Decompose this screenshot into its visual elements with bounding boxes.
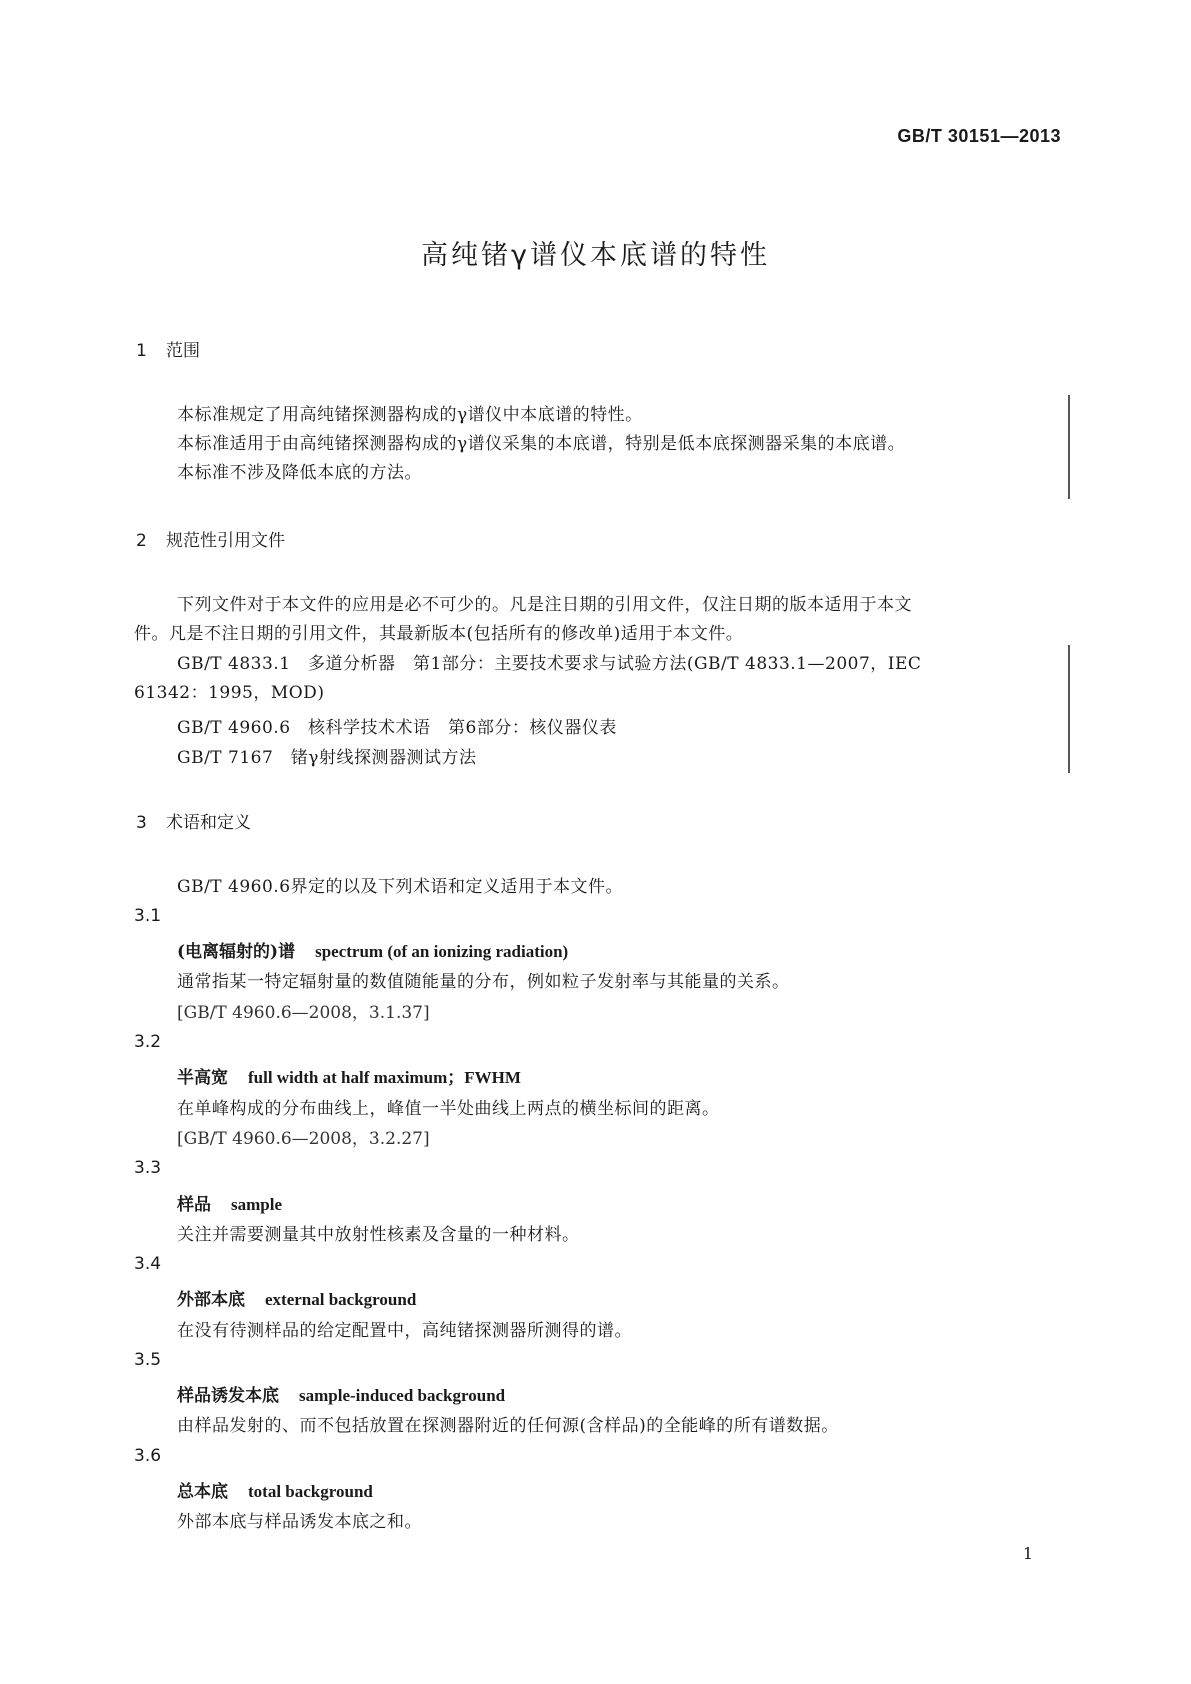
term-definition: 关注并需要测量其中放射性核素及含量的一种材料。 xyxy=(177,1225,580,1245)
term-source: [GB/T 4960.6—2008，3.2.27] xyxy=(177,1129,430,1149)
reference-line: GB/T 4960.6 核科学技术术语 第6部分：核仪器仪表 xyxy=(177,718,617,738)
term-en: sample-induced background xyxy=(299,1386,506,1405)
section-heading-scope xyxy=(136,336,200,361)
paragraph-line-continued: 件。凡是不注日期的引用文件，其最新版本(包括所有的修改单)适用于本文件。 xyxy=(134,624,744,644)
term-definition: 由样品发射的、而不包括放置在探测器附近的任何源(含样品)的全能峰的所有谱数据。 xyxy=(177,1416,839,1436)
term-name xyxy=(177,1381,505,1406)
paragraph-line: 本标准不涉及降低本底的方法。 xyxy=(177,463,422,483)
term-name xyxy=(177,1063,521,1088)
page-number: 1 xyxy=(1022,1544,1033,1563)
term-en: spectrum (of an ionizing radiation) xyxy=(315,942,569,961)
term-definition: 在单峰构成的分布曲线上，峰值一半处曲线上两点的横坐标间的距离。 xyxy=(177,1099,720,1119)
term-zh: 样品 xyxy=(177,1195,211,1215)
reference-line: GB/T 7167 锗γ射线探测器测试方法 xyxy=(177,748,477,768)
section-title: 术语和定义 xyxy=(166,813,251,833)
term-number: 3.2 xyxy=(134,1032,162,1052)
term-number: 3.3 xyxy=(134,1158,162,1178)
section-title: 规范性引用文件 xyxy=(166,531,285,551)
document-title: 高纯锗γ谱仪本底谱的特性 xyxy=(421,240,770,271)
term-en: full width at half maximum；FWHM xyxy=(248,1068,521,1087)
paragraph-line: 本标准规定了用高纯锗探测器构成的γ谱仪中本底谱的特性。 xyxy=(177,405,643,425)
term-zh: (电离辐射的)谱 xyxy=(177,942,296,962)
standard-code: GB/T 30151—2013 xyxy=(897,126,1061,146)
section-intro: GB/T 4960.6界定的以及下列术语和定义适用于本文件。 xyxy=(177,877,624,897)
section-number: 2 xyxy=(136,531,147,551)
reference-line: GB/T 4833.1 多道分析器 第1部分：主要技术要求与试验方法(GB/T 4833.1—2007，IEC xyxy=(177,654,922,674)
section-number: 1 xyxy=(136,341,147,361)
change-bar xyxy=(1068,645,1070,773)
term-name xyxy=(177,937,568,962)
term-definition: 通常指某一特定辐射量的数值随能量的分布，例如粒子发射率与其能量的关系。 xyxy=(177,972,790,992)
term-zh: 外部本底 xyxy=(177,1290,245,1310)
section-heading-normative-references xyxy=(136,526,285,551)
change-bar xyxy=(1068,395,1070,499)
term-definition: 在没有待测样品的给定配置中，高纯锗探测器所测得的谱。 xyxy=(177,1321,632,1341)
paragraph-line: 本标准适用于由高纯锗探测器构成的γ谱仪采集的本底谱，特别是低本底探测器采集的本底谱。 xyxy=(177,434,906,454)
reference-line-continued: 61342：1995，MOD) xyxy=(134,683,325,703)
term-en: external background xyxy=(265,1290,417,1309)
term-name xyxy=(177,1285,416,1310)
term-zh: 半高宽 xyxy=(177,1068,228,1088)
paragraph-line: 下列文件对于本文件的应用是必不可少的。凡是注日期的引用文件，仅注日期的版本适用于本文 xyxy=(177,595,912,615)
term-en: total background xyxy=(248,1482,373,1501)
term-en: sample xyxy=(231,1195,282,1214)
term-number: 3.1 xyxy=(134,906,162,926)
term-zh: 总本底 xyxy=(177,1482,228,1502)
term-zh: 样品诱发本底 xyxy=(177,1386,279,1406)
section-title: 范围 xyxy=(166,341,200,361)
term-number: 3.6 xyxy=(134,1446,162,1466)
term-name xyxy=(177,1477,373,1502)
section-heading-terms-definitions xyxy=(136,808,251,833)
section-number: 3 xyxy=(136,813,147,833)
term-number: 3.4 xyxy=(134,1254,162,1274)
term-definition: 外部本底与样品诱发本底之和。 xyxy=(177,1512,422,1532)
term-name xyxy=(177,1190,282,1215)
term-number: 3.5 xyxy=(134,1350,162,1370)
term-source: [GB/T 4960.6—2008，3.1.37] xyxy=(177,1003,430,1023)
